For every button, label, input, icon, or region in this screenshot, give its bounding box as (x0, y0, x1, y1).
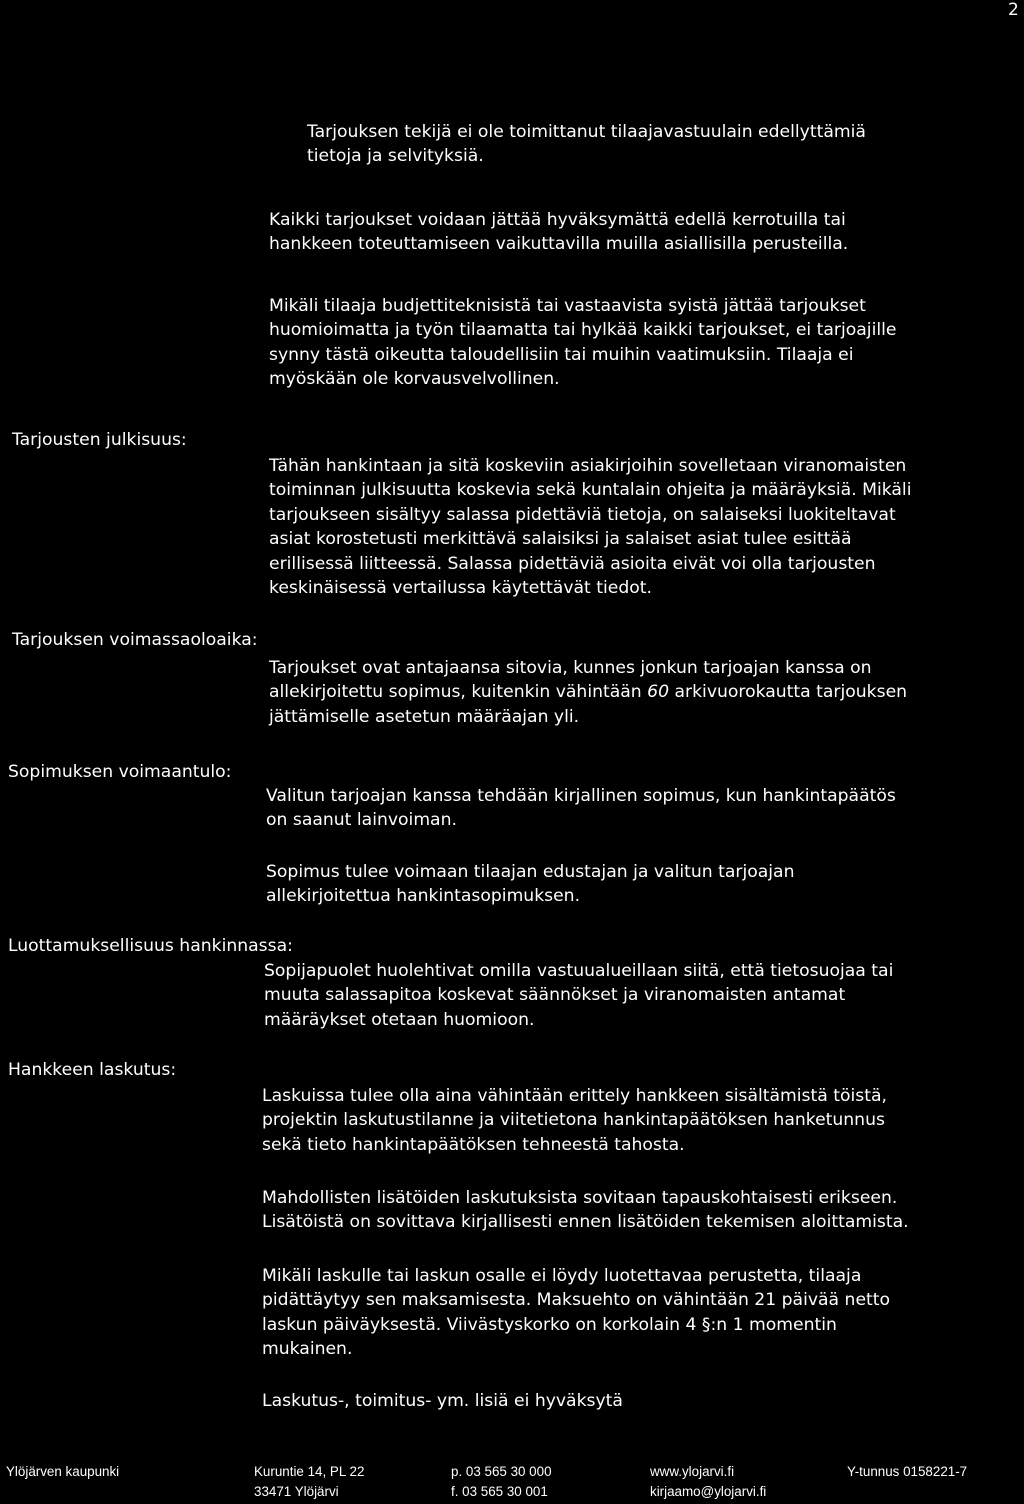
section-label-voimassaoloaika: Tarjouksen voimassaoloaika: (12, 630, 258, 650)
text-line: Laskutus-, toimitus- ym. lisiä ei hyväksytä (262, 1391, 623, 1411)
text-line: sekä tieto hankintapäätöksen tehneestä tahosta. (262, 1134, 685, 1155)
text-line: keskinäisessä vertailussa käytettävät tiedot. (269, 578, 652, 599)
footer-line: 33471 Ylöjärvi (254, 1484, 339, 1499)
text-line: Kaikki tarjoukset voidaan jättää hyväksymättä edellä kerrotuilla tai (269, 210, 846, 230)
laskutus-paragraph-2 (262, 1186, 909, 1235)
footer-org: Ylöjärven kaupunki (6, 1464, 120, 1479)
section-label-luottamuksellisuus: Luottamuksellisuus hankinnassa: (8, 936, 293, 956)
text-line: synny tästä oikeutta taloudellisiin tai muihin vaatimuksiin. Tilaaja ei (269, 344, 854, 365)
text-line: Valitun tarjoajan kanssa tehdään kirjallinen sopimus, kun hankintapäätös (266, 786, 896, 806)
footer-line: p. 03 565 30 000 (451, 1464, 552, 1479)
laskutus-paragraph-4 (262, 1389, 623, 1413)
laskutus-paragraph-3 (262, 1264, 890, 1362)
text-line: huomioimatta ja työn tilaamatta tai hylkää kaikki tarjoukset, ei tarjoajille (269, 320, 897, 341)
intro-paragraph-2 (269, 208, 848, 257)
text-line: laskun päiväyksestä. Viivästyskorko on korkolain 4 §:n 1 momentin (262, 1314, 837, 1335)
section-label-laskutus: Hankkeen laskutus: (8, 1060, 177, 1080)
text-line: määräykset otetaan huomioon. (264, 1009, 535, 1030)
text-line: myöskään ole korvausvelvollinen. (269, 369, 560, 390)
section-label-voimaantulo: Sopimuksen voimaantulo: (8, 762, 232, 782)
voimaantulo-paragraph-2 (266, 860, 794, 909)
text-line: Sopijapuolet huolehtivat omilla vastuualueillaan siitä, että tietosuojaa tai (264, 961, 894, 981)
text-line: Tähän hankintaan ja sitä koskeviin asiakirjoihin sovelletaan viranomaisten (269, 456, 907, 476)
emphasized-number: 60 (647, 682, 670, 703)
text-line: on saanut lainvoiman. (266, 810, 457, 831)
footer-web (650, 1462, 766, 1502)
page-number: 2 (1008, 0, 1019, 20)
text-line: Tarjouksen tekijä ei ole toimittanut tilaajavastuulain edellyttämiä (307, 122, 866, 142)
laskutus-paragraph-1 (262, 1084, 887, 1157)
text-line: Laskuissa tulee olla aina vähintään erittely hankkeen sisältämistä töistä, (262, 1086, 887, 1106)
text-line: erillisessä liitteessä. Salassa pidettäviä asioita eivät voi olla tarjousten (269, 553, 876, 574)
text-line: Mikäli laskulle tai laskun osalle ei löydy luotettavaa perustetta, tilaaja (262, 1266, 862, 1286)
text-line: Lisätöistä on sovittava kirjallisesti ennen lisätöiden tekemisen aloittamista. (262, 1212, 909, 1233)
text-line: hankkeen toteuttamiseen vaikuttavilla muilla asiallisilla perusteilla. (269, 234, 849, 255)
footer-phone (451, 1462, 552, 1502)
footer-ytunnus: Y-tunnus 0158221-7 (847, 1464, 968, 1479)
text-line: tietoja ja selvityksiä. (307, 146, 484, 167)
footer-line: Kuruntie 14, PL 22 (254, 1464, 365, 1479)
text-fragment: arkivuorokautta tarjouksen (669, 682, 908, 703)
section-label-julkisuus: Tarjousten julkisuus: (12, 430, 187, 450)
julkisuus-paragraph (269, 454, 911, 600)
voimassaoloaika-paragraph (269, 656, 907, 729)
text-line: mukainen. (262, 1339, 353, 1360)
text-line: allekirjoitettua hankintasopimuksen. (266, 886, 581, 907)
intro-paragraph-1 (307, 120, 866, 169)
footer-address (254, 1462, 364, 1502)
text-line: Sopimus tulee voimaan tilaajan edustajan ja valitun tarjoajan (266, 862, 795, 882)
text-fragment: allekirjoitettu sopimus, kuitenkin vähintään (269, 682, 648, 703)
text-line: Mahdollisten lisätöiden laskutuksista sovitaan tapauskohtaisesti erikseen. (262, 1188, 898, 1208)
footer-line: www.ylojarvi.fi (650, 1464, 735, 1479)
text-line (269, 680, 907, 704)
text-line: projektin laskutustilanne ja viitetietona hankintapäätöksen hanketunnus (262, 1110, 885, 1131)
text-line: Tarjoukset ovat antajaansa sitovia, kunnes jonkun tarjoajan kanssa on (269, 658, 872, 678)
intro-paragraph-3 (269, 294, 896, 392)
text-line: jättämiselle asetetun määräajan yli. (269, 706, 580, 727)
footer-line: f. 03 565 30 001 (451, 1484, 548, 1499)
text-line: tarjoukseen sisältyy salassa pidettäviä tietoja, on salaiseksi luokiteltavat (269, 504, 896, 525)
text-line: pidättäytyy sen maksamisesta. Maksuehto on vähintään 21 päivää netto (262, 1290, 891, 1311)
voimaantulo-paragraph-1 (266, 784, 896, 833)
text-line: toiminnan julkisuutta koskevia sekä kuntalain ohjeita ja määräyksiä. Mikäli (269, 480, 912, 501)
text-line: Mikäli tilaaja budjettiteknisistä tai vastaavista syistä jättää tarjoukset (269, 296, 866, 316)
luottamuksellisuus-paragraph (264, 959, 893, 1032)
text-line: muuta salassapitoa koskevat säännökset ja viranomaisten antamat (264, 985, 846, 1006)
footer-line: kirjaamo@ylojarvi.fi (650, 1484, 767, 1499)
text-line: asiat korostetusti merkittävä salaisiksi ja salaiset asiat tulee esittää (269, 529, 852, 550)
